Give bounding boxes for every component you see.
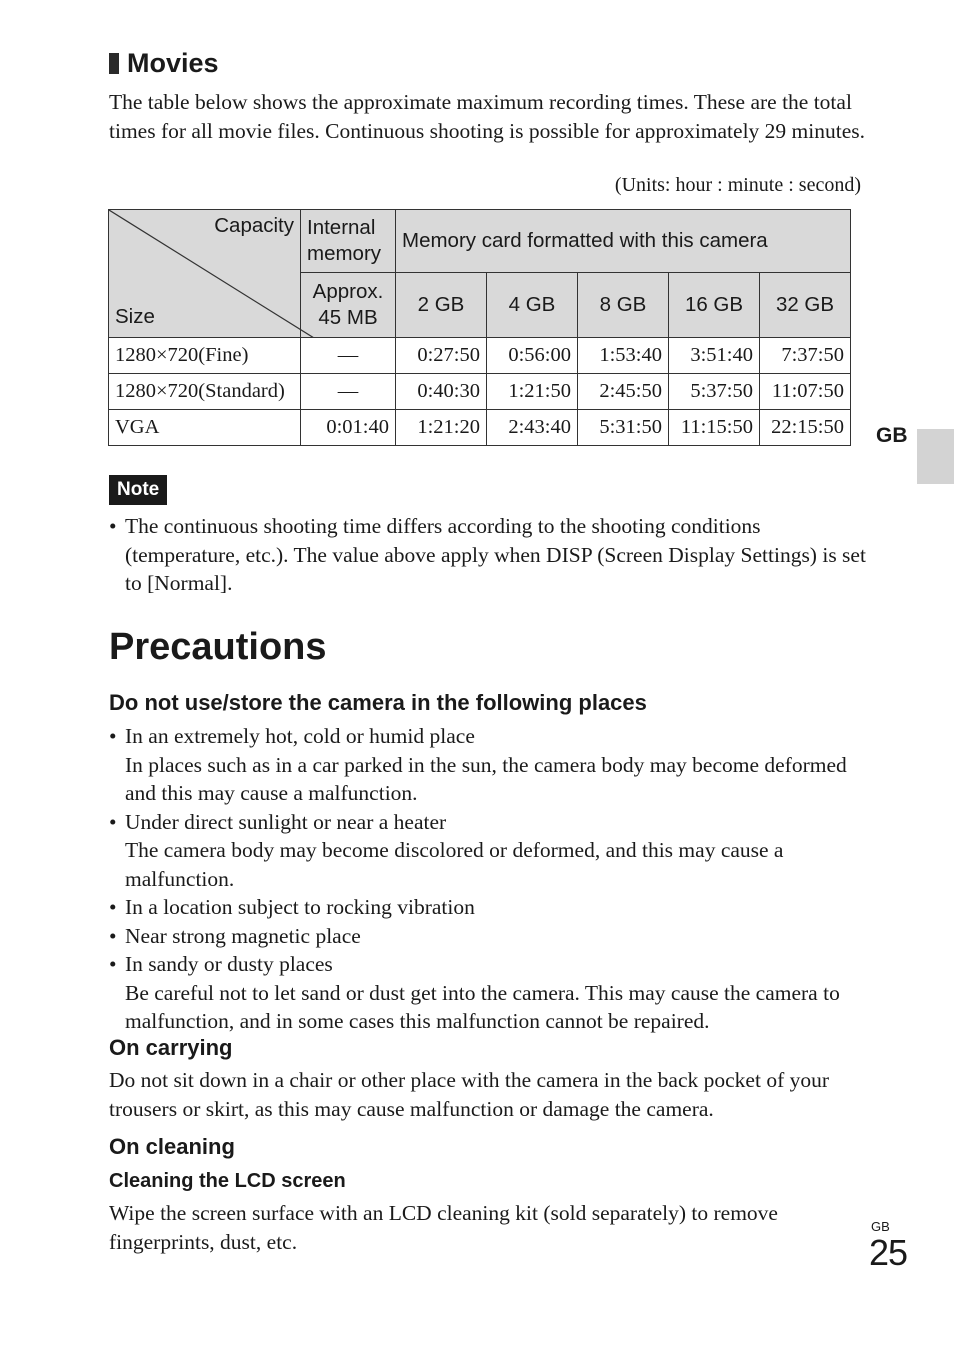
page-title: Precautions [109, 626, 327, 668]
card-size-header: 8 GB [578, 273, 669, 338]
table-cell: 0:40:30 [396, 374, 487, 410]
places-heading: Do not use/store the camera in the following places [109, 690, 647, 715]
internal-memory-header: Internal memory [301, 210, 396, 273]
table-row [109, 338, 851, 374]
place-title: Near strong magnetic place [125, 923, 361, 948]
place-title: Under direct sunlight or near a heater [125, 809, 447, 834]
table-cell: 0:01:40 [301, 410, 396, 446]
list-item [109, 950, 869, 1036]
table-cell-size: 1280×720(Fine) [109, 338, 301, 374]
note-list [109, 512, 869, 598]
heading-marker-icon [109, 53, 119, 74]
card-size-header: 4 GB [487, 273, 578, 338]
place-title: In sandy or dusty places [125, 952, 333, 976]
places-list [109, 722, 869, 1036]
internal-capacity-header: Approx. 45 MB [301, 273, 396, 338]
place-detail: In places such as in a car parked in the sun, the camera body may become deformed and this may cause a malfunction. [125, 752, 847, 805]
footer-language-code: GB [871, 1219, 890, 1234]
bullet-icon: • [109, 923, 117, 948]
note-text: The continuous shooting time differs according to the shooting conditions (temperature, etc.). The value above apply when DISP (Screen Display Settings) is set to [Normal]. [125, 514, 866, 595]
list-item [109, 893, 869, 922]
table-cell-size: 1280×720(Standard) [109, 374, 301, 410]
table-cell: — [301, 338, 396, 374]
table-cell: 3:51:40 [669, 338, 760, 374]
table-cell: 0:56:00 [487, 338, 578, 374]
bullet-icon: • [109, 895, 117, 919]
units-note: (Units: hour : minute : second) [614, 174, 861, 196]
card-size-header: 2 GB [396, 273, 487, 338]
table-cell: 1:21:50 [487, 374, 578, 410]
page-number: 25 [869, 1232, 908, 1273]
table-cell: 1:53:40 [578, 338, 669, 374]
size-label: Size [115, 305, 155, 328]
carrying-heading: On carrying [109, 1035, 233, 1060]
movies-heading-text: Movies [127, 48, 219, 78]
side-tab-marker [917, 429, 954, 484]
card-size-header: 32 GB [760, 273, 851, 338]
table-cell: 2:43:40 [487, 410, 578, 446]
table-cell: 1:21:20 [396, 410, 487, 446]
lcd-cleaning-heading: Cleaning the LCD screen [109, 1170, 346, 1192]
table-cell: 0:27:50 [396, 338, 487, 374]
place-detail: The camera body may become discolored or deformed, and this may cause a malfunction. [125, 838, 784, 891]
table-row [109, 410, 851, 446]
capacity-size-header-cell [109, 210, 301, 338]
carrying-paragraph: Do not sit down in a chair or other place with the camera in the back pocket of your trousers or skirt, as this may cause malfunction or damage the camera. [109, 1068, 830, 1121]
table-cell: 2:45:50 [578, 374, 669, 410]
table-cell: 5:31:50 [578, 410, 669, 446]
place-detail: Be careful not to let sand or dust get into the camera. This may cause the camera to malfunction, and in some cases this malfunction cannot be repaired. [125, 980, 840, 1033]
side-tab-label: GB [876, 424, 908, 447]
table-cell: 11:07:50 [760, 374, 851, 410]
bullet-icon: • [109, 809, 117, 834]
bullet-icon: • [109, 952, 117, 976]
recording-time-table [108, 209, 851, 446]
table-row [109, 374, 851, 410]
list-item [109, 808, 869, 894]
movies-intro-paragraph: The table below shows the approximate maximum recording times. These are the total times for all movie files. Continuous shooting is possible for approximately 29 minutes. [109, 90, 866, 143]
table-cell: 7:37:50 [760, 338, 851, 374]
card-size-header: 16 GB [669, 273, 760, 338]
bullet-icon: • [109, 514, 117, 538]
capacity-label: Capacity [214, 214, 294, 237]
lcd-cleaning-paragraph: Wipe the screen surface with an LCD cleaning kit (sold separately) to remove fingerprints, dust, etc. [109, 1201, 778, 1254]
list-item [109, 922, 869, 951]
memory-card-header: Memory card formatted with this camera [396, 210, 851, 273]
table-cell: — [301, 374, 396, 410]
list-item [109, 722, 869, 808]
table-cell: 5:37:50 [669, 374, 760, 410]
section-heading-movies [109, 48, 219, 79]
bullet-icon: • [109, 724, 117, 748]
cleaning-heading: On cleaning [109, 1134, 235, 1159]
table-cell: 22:15:50 [760, 410, 851, 446]
place-title: In an extremely hot, cold or humid place [125, 724, 475, 748]
list-item [109, 512, 869, 598]
place-title: In a location subject to rocking vibration [125, 895, 475, 919]
table-cell: 11:15:50 [669, 410, 760, 446]
note-badge: Note [109, 475, 167, 505]
table-cell-size: VGA [109, 410, 301, 446]
